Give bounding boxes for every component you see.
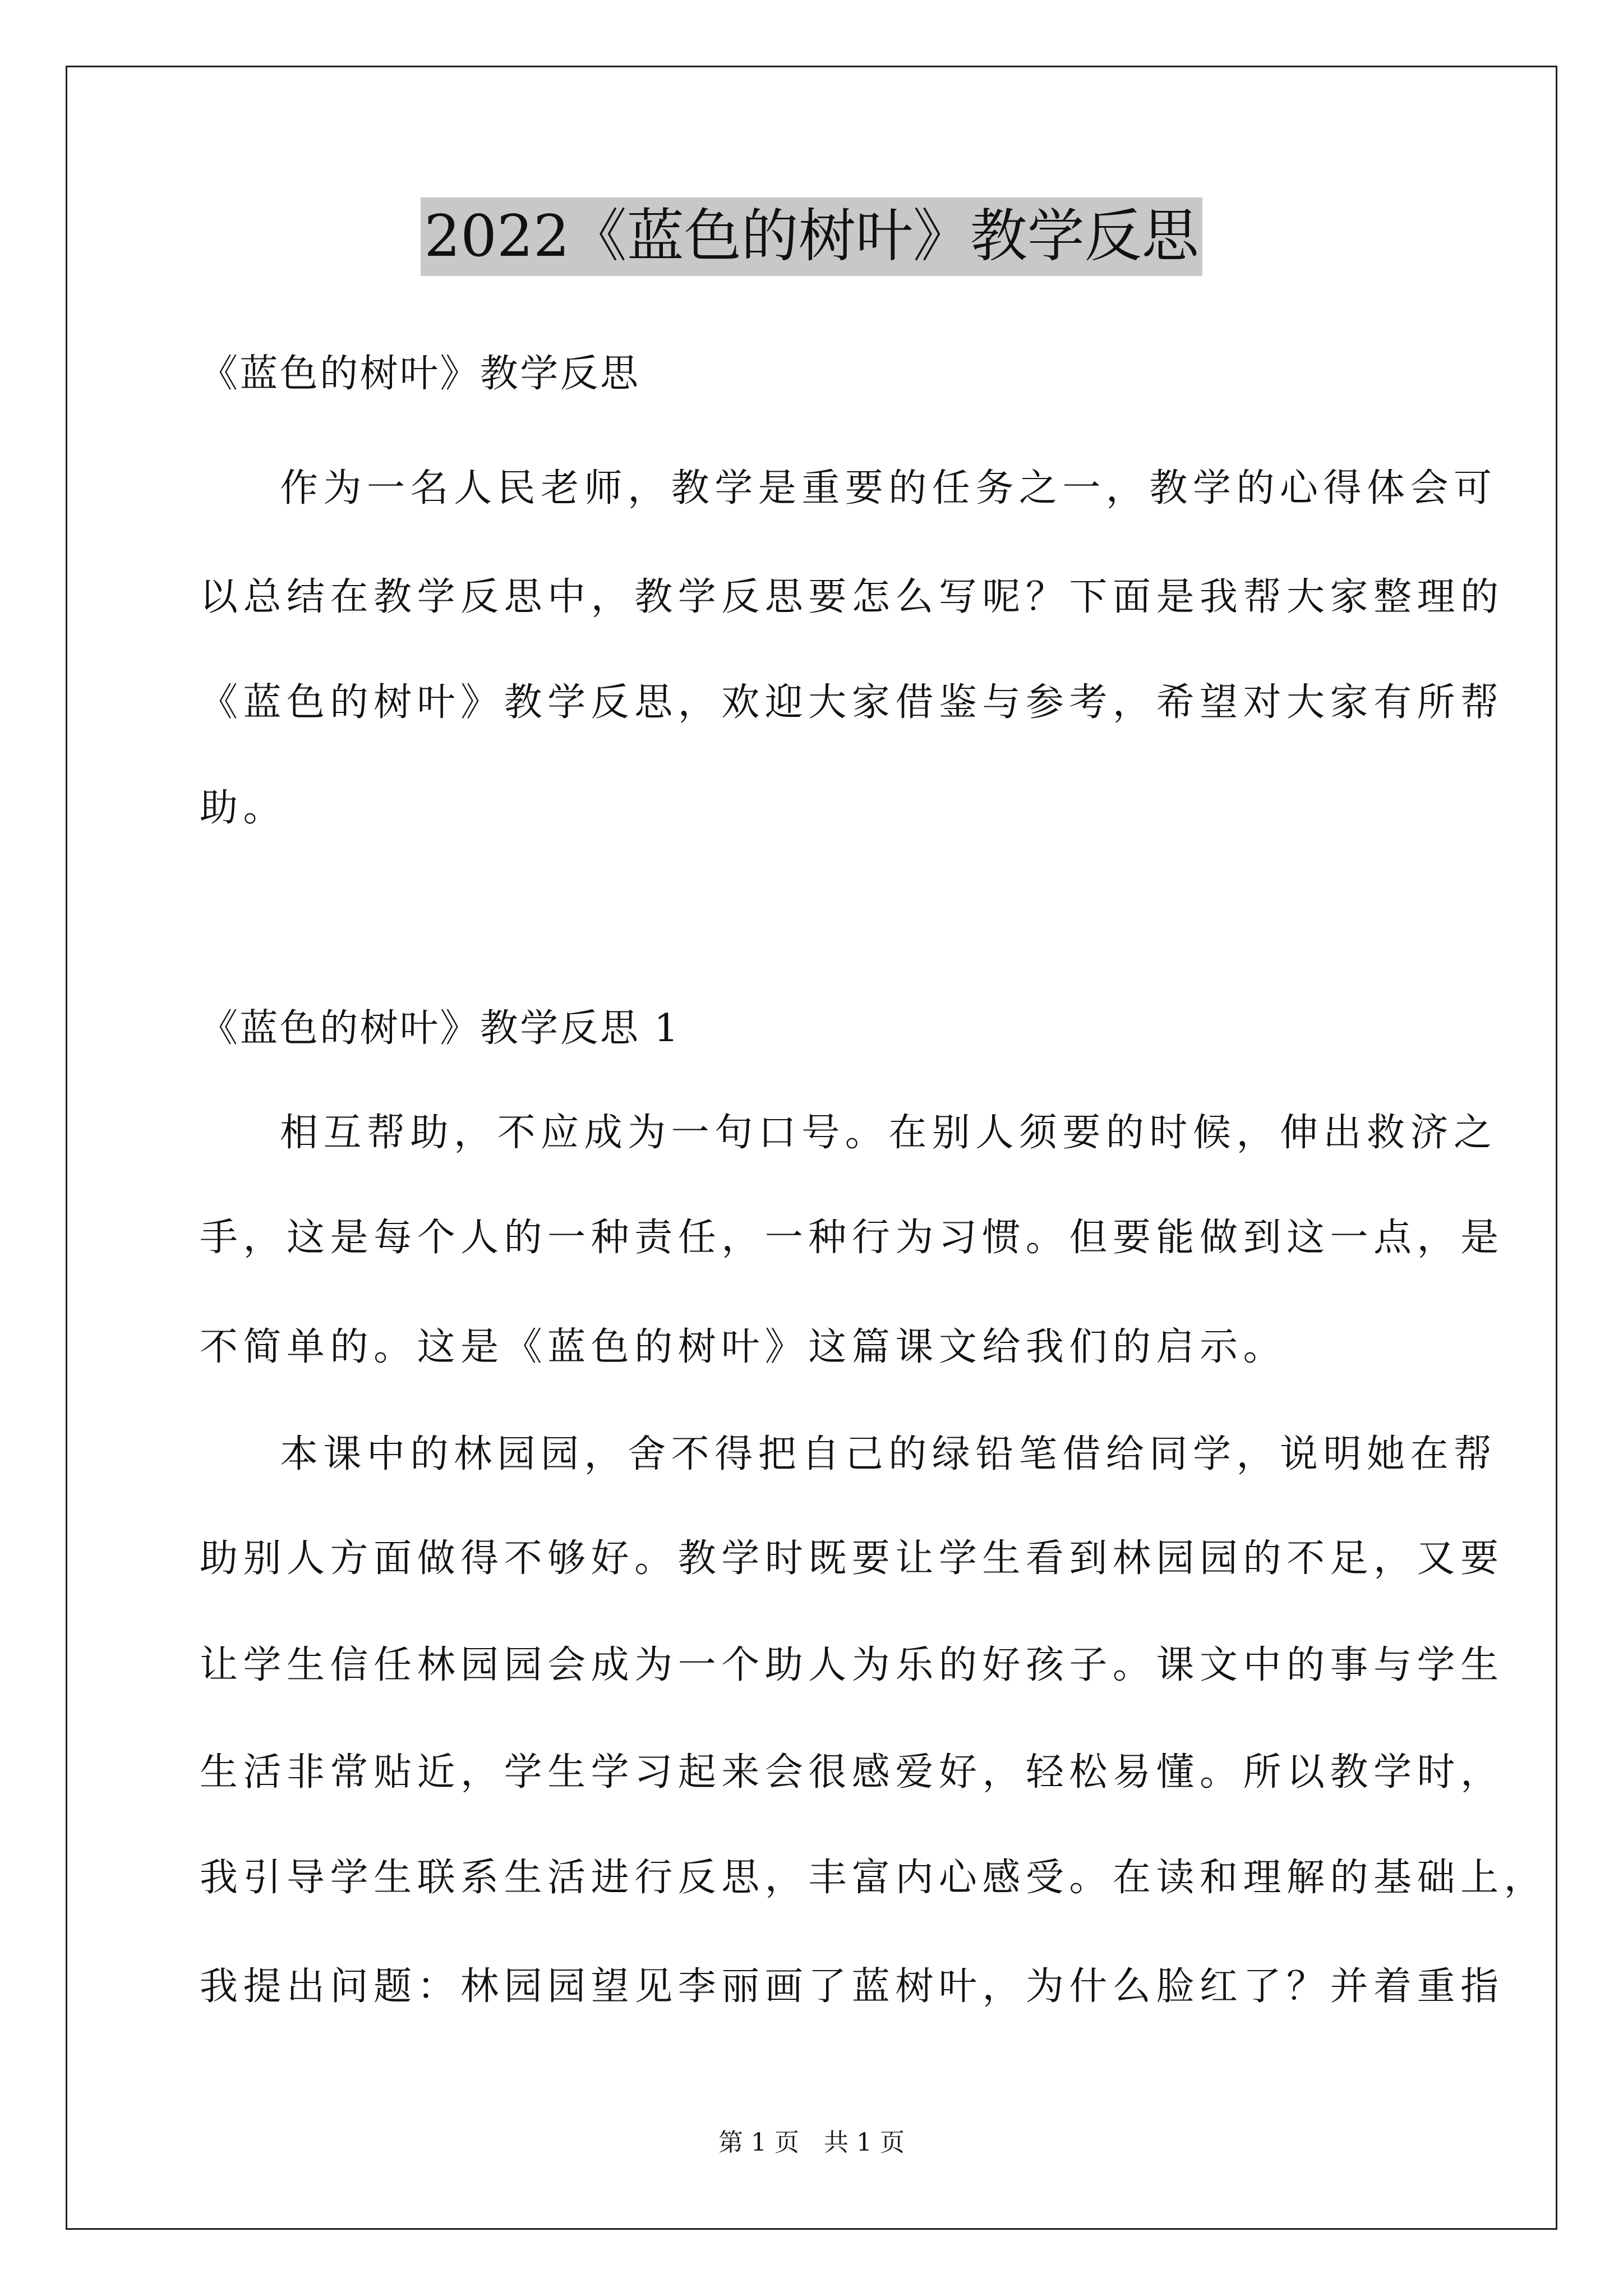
section1-para1-line-3: 不简单的。这是《蓝色的树叶》这篇课文给我们的启示。 <box>200 1325 1287 1369</box>
document-title: 2022《蓝色的树叶》教学反思 <box>421 197 1202 276</box>
section1-para2-line-2: 助别人方面做得不够好。教学时既要让学生看到林园园的不足，又要 <box>200 1536 1504 1581</box>
section1-para2-line-4: 生活非常贴近，学生学习起来会很感爱好，轻松易懂。所以教学时， <box>200 1750 1504 1795</box>
intro-line-3: 《蓝色的树叶》教学反思，欢迎大家借鉴与参考，希望对大家有所帮 <box>200 680 1504 725</box>
section1-para2-line-5: 我引导学生联系生活进行反思，丰富内心感受。在读和理解的基础上， <box>200 1856 1548 1900</box>
intro-line-2: 以总结在教学反思中，教学反思要怎么写呢？下面是我帮大家整理的 <box>200 575 1504 619</box>
page-footer: 第 1 页 共 1 页 <box>718 2128 905 2157</box>
intro-heading: 《蓝色的树叶》教学反思 <box>200 352 640 396</box>
section1-para2-line-3: 让学生信任林园园会成为一个助人为乐的好孩子。课文中的事与学生 <box>200 1643 1504 1687</box>
intro-line-1: 作为一名人民老师，教学是重要的任务之一，教学的心得体会可 <box>280 466 1497 510</box>
title-container <box>0 197 1623 276</box>
section1-para1-line-1: 相互帮助，不应成为一句口号。在别人须要的时候，伸出救济之 <box>280 1111 1497 1155</box>
section1-para2-line-6: 我提出问题：林园园望见李丽画了蓝树叶，为什么脸红了？并着重指 <box>200 1964 1504 2009</box>
section1-para2-line-1: 本课中的林园园，舍不得把自己的绿铅笔借给同学，说明她在帮 <box>280 1432 1497 1476</box>
section1-para1-line-2: 手，这是每个人的一种责任，一种行为习惯。但要能做到这一点，是 <box>200 1216 1504 1260</box>
intro-line-4: 助。 <box>200 786 287 830</box>
section1-heading: 《蓝色的树叶》教学反思 1 <box>200 1006 681 1051</box>
